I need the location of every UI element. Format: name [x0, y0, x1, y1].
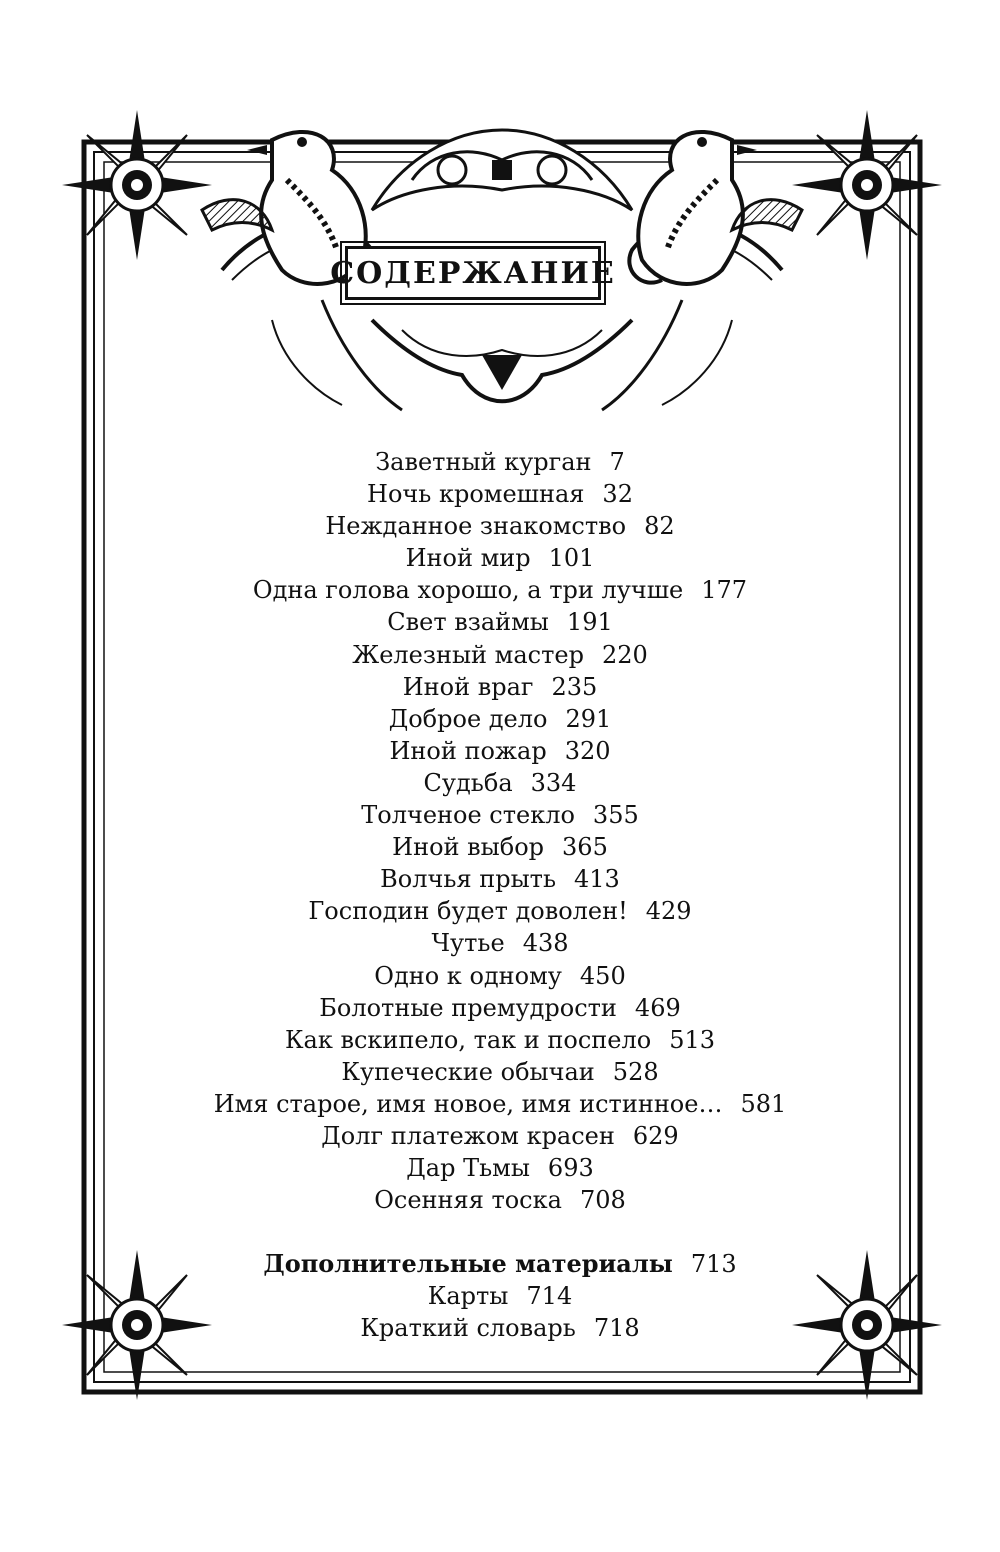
toc-entry[interactable] [100, 1024, 900, 1056]
toc-entry-page-number: 438 [522, 929, 569, 958]
toc-entry[interactable] [100, 542, 900, 574]
toc-entry-title: Иной пожар [389, 736, 547, 765]
toc-entry-title: Иной враг [402, 672, 534, 701]
toc-entry-page-number: 235 [551, 672, 598, 701]
toc-entry-page-number: 714 [526, 1282, 573, 1311]
toc-entry[interactable] [100, 1280, 900, 1312]
toc-entry[interactable] [100, 1088, 900, 1120]
toc-entry-title: Краткий словарь [360, 1314, 576, 1343]
right-bird-ornament [638, 132, 802, 284]
toc-entry-page-number: 291 [565, 704, 612, 733]
title-plaque [330, 246, 616, 300]
toc-entry-page-number: 718 [593, 1314, 640, 1343]
toc-entry[interactable] [100, 992, 900, 1024]
toc-entry-title: Нежданное знакомство [325, 512, 627, 541]
toc-entry-title: Иной выбор [392, 833, 545, 862]
toc-chapter-list [100, 446, 900, 1216]
toc-entry[interactable] [100, 1056, 900, 1088]
toc-entry-page-number: 708 [579, 1186, 626, 1215]
toc-entry-page-number: 413 [574, 865, 620, 894]
toc-entry-page-number: 429 [645, 897, 692, 926]
toc-entry-title: Имя старое, имя новое, имя истинное… [213, 1089, 723, 1118]
toc-entry[interactable] [100, 606, 900, 638]
toc-entry-page-number: 355 [592, 801, 639, 830]
toc-entry-title: Иной мир [405, 544, 531, 573]
toc-entry-title: Осенняя тоска [374, 1186, 562, 1215]
toc-entry[interactable] [100, 927, 900, 959]
toc-entry-title: Доброе дело [388, 704, 548, 733]
table-of-contents [100, 446, 900, 1345]
toc-entry-title: Судьба [423, 768, 513, 797]
toc-entry[interactable] [100, 703, 900, 735]
toc-entry[interactable] [100, 639, 900, 671]
toc-entry[interactable] [100, 671, 900, 703]
toc-entry-title: Дополнительные материалы [263, 1249, 673, 1279]
toc-entry-title: Как вскипело, так и поспело [284, 1025, 652, 1054]
toc-entry-page-number: 32 [602, 480, 633, 509]
toc-entry-page-number: 82 [644, 512, 675, 541]
toc-entry-page-number: 629 [632, 1121, 679, 1150]
toc-entry[interactable] [100, 799, 900, 831]
toc-appendix-list [100, 1248, 900, 1344]
toc-entry-page-number: 177 [701, 576, 748, 605]
toc-entry[interactable] [100, 863, 900, 895]
toc-entry-title: Долг платежом красен [321, 1121, 615, 1150]
corner-ornament-top-left [62, 110, 212, 260]
toc-entry-page-number: 693 [547, 1154, 594, 1183]
toc-entry-title: Чутье [431, 929, 505, 958]
toc-entry-page-number: 513 [669, 1025, 716, 1054]
toc-entry-title: Дар Тьмы [406, 1154, 530, 1183]
toc-entry-title: Болотные премудрости [319, 993, 617, 1022]
toc-entry-title: Господин будет доволен! [308, 897, 628, 926]
toc-entry[interactable] [100, 960, 900, 992]
toc-entry[interactable] [100, 1120, 900, 1152]
toc-entry[interactable] [100, 735, 900, 767]
toc-entry-page-number: 528 [612, 1057, 659, 1086]
toc-entry[interactable] [100, 831, 900, 863]
corner-ornament-top-right [792, 110, 942, 260]
toc-entry-title: Толченое стекло [361, 801, 575, 830]
toc-entry[interactable] [100, 1184, 900, 1216]
toc-entry-page-number: 365 [562, 833, 608, 862]
toc-spacer [100, 1216, 900, 1248]
toc-entry-page-number: 320 [564, 736, 611, 765]
toc-entry-page-number: 220 [601, 640, 648, 669]
toc-entry-page-number: 713 [690, 1250, 737, 1279]
toc-entry-title: Ночь кромешная [367, 480, 585, 509]
toc-entry[interactable] [100, 767, 900, 799]
toc-entry[interactable] [100, 1248, 900, 1280]
toc-entry-title: Заветный курган [375, 448, 592, 476]
toc-entry-page-number: 191 [566, 608, 613, 637]
toc-entry-title: Одно к одному [374, 961, 562, 990]
toc-entry-page-number: 7 [609, 448, 625, 476]
toc-entry-title: Железный мастер [352, 640, 584, 669]
toc-entry[interactable] [100, 574, 900, 606]
toc-entry-page-number: 469 [634, 993, 681, 1022]
toc-entry[interactable] [100, 895, 900, 927]
toc-entry[interactable] [100, 1312, 900, 1344]
toc-entry[interactable] [100, 510, 900, 542]
toc-entry[interactable] [100, 478, 900, 510]
toc-entry-title: Волчья прыть [380, 865, 557, 894]
toc-entry[interactable] [100, 446, 900, 478]
toc-entry-title: Свет взаймы [387, 608, 549, 637]
toc-entry[interactable] [100, 1152, 900, 1184]
toc-entry-page-number: 334 [530, 768, 577, 797]
toc-entry-page-number: 101 [548, 544, 595, 573]
toc-entry-title: Купеческие обычаи [341, 1057, 595, 1086]
toc-entry-title: Карты [427, 1282, 509, 1311]
toc-entry-title: Одна голова хорошо, а три лучше [252, 576, 684, 605]
toc-entry-page-number: 450 [579, 961, 626, 990]
toc-entry-page-number: 581 [740, 1089, 787, 1118]
page-title: СОДЕРЖАНИЕ [330, 255, 616, 291]
